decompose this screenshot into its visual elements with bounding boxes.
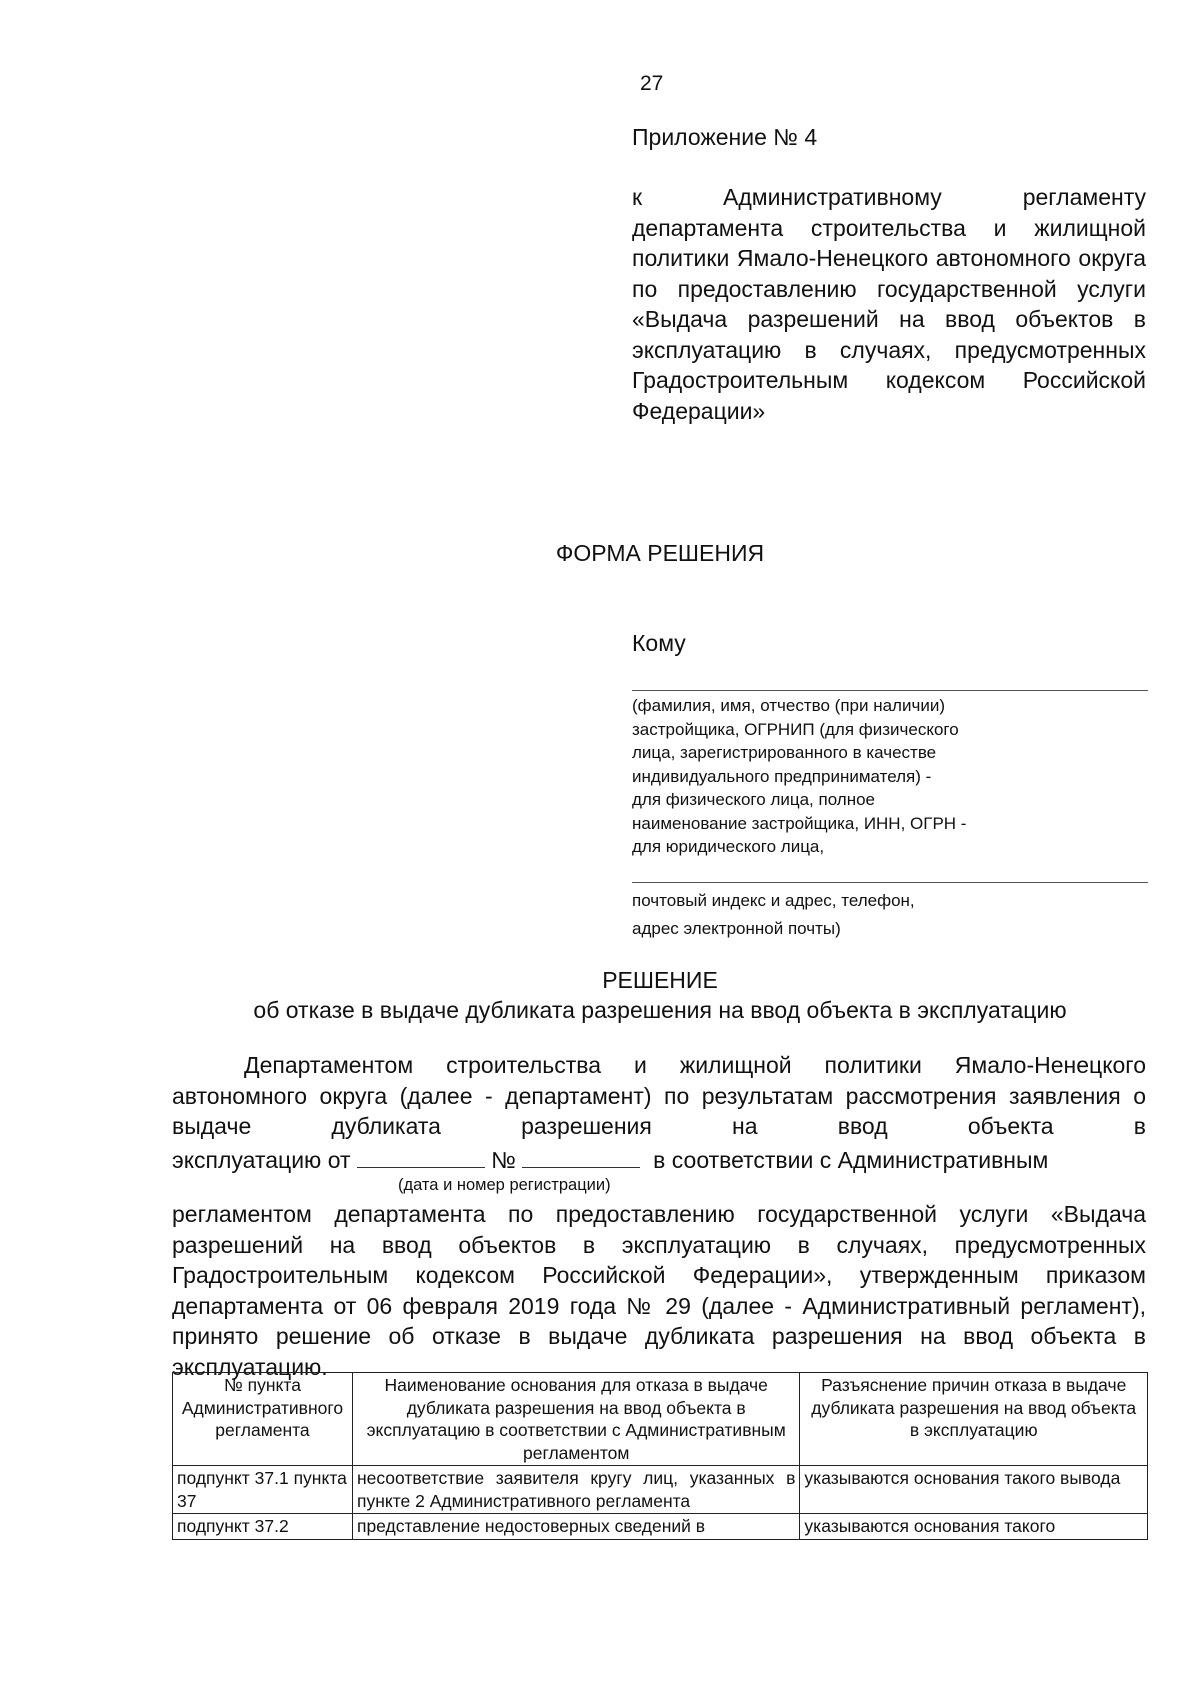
- registration-line: [172, 1147, 1146, 1174]
- cell-ground: несоответствие заявителя кругу лиц, указанных в пункте 2 Административного регламента: [352, 1466, 799, 1514]
- registration-note: (дата и номер регистрации): [398, 1176, 611, 1194]
- recipient-note-line: индивидуального предпринимателя) -: [632, 766, 932, 786]
- number-sign: №: [491, 1147, 516, 1173]
- cell-explanation: указываются основания такого вывода: [800, 1466, 1148, 1514]
- page-number: 27: [640, 72, 664, 95]
- recipient-note-line: (фамилия, имя, отчество (при наличии): [632, 696, 945, 715]
- header-refusal-ground: Наименование основания для отказа в выдаче дубликата разрешения на ввод объекта в эксплуатацию в соответствии с Административным регламентом: [352, 1373, 799, 1466]
- appendix-title: Приложение № 4: [632, 124, 818, 150]
- appendix-subtitle: к Административному регламенту департамента строительства и жилищной политики Ямало-Ненецкого автономного округа по предоставлению государственной услуги «Выдача разрешений на ввод объектов в эксплуатацию в случаях, предусмотренных Градостроительным кодексом Российской Федерации»: [632, 184, 1146, 424]
- decision-paragraph-rest: регламентом департамента по предоставлению государственной услуги «Выдача разрешений на ввод объектов в эксплуатацию в случаях, предусмотренных Градостроительным кодексом Российской Федерации», утвержденным приказом департамента от 06 февраля 2019 года № 29 (далее - Административный регламент), принято решение об отказе в выдаче дубликата разрешения на ввод объекта в эксплуатацию.: [172, 1201, 1146, 1380]
- intro-text: Департаментом строительства и жилищной политики Ямало-Ненецкого автономного округа (далее - департамент) по результатам рассмотрения заявления о выдаче дубликата разрешения на ввод объекта в: [172, 1052, 1146, 1139]
- table-row: [173, 1514, 1148, 1540]
- cell-item: подпункт 37.1 пункта 37: [173, 1466, 353, 1514]
- refusal-grounds-table: [172, 1372, 1148, 1540]
- recipient-name-line: [632, 690, 1148, 691]
- recipient-note: [632, 694, 1052, 859]
- recipient-note-line: застройщика, ОГРНИП (для физического: [632, 719, 959, 739]
- line-prefix: эксплуатацию от: [172, 1147, 351, 1173]
- number-blank: [522, 1147, 640, 1168]
- header-item-number: № пункта Административного регламента: [173, 1373, 353, 1466]
- table-row: [173, 1466, 1148, 1514]
- decision-subtitle: об отказе в выдаче дубликата разрешения на ввод объекта в эксплуатацию: [253, 997, 1067, 1023]
- postal-note-line: почтовый индекс и адрес, телефон,: [632, 891, 915, 910]
- recipient-note-line: наименование застройщика, ИНН, ОГРН -: [632, 813, 967, 833]
- form-title: ФОРМА РЕШЕНИЯ: [555, 540, 765, 566]
- page-bottom-margin: [160, 1567, 1160, 1707]
- decision-title: РЕШЕНИЕ: [602, 967, 718, 993]
- cell-explanation: указываются основания такого: [800, 1514, 1148, 1540]
- recipient-note-line: лица, зарегистрированного в качестве: [632, 743, 937, 762]
- cell-ground: представление недостоверных сведений в: [352, 1514, 799, 1540]
- cell-item: подпункт 37.2: [173, 1514, 353, 1540]
- postal-note-line: адрес электронной почты): [632, 919, 841, 938]
- decision-paragraph-intro: [172, 1050, 1146, 1142]
- recipient-note-line: для юридического лица,: [632, 837, 825, 856]
- postal-note: [632, 887, 1052, 943]
- line-suffix: в соответствии с Административным: [653, 1147, 1049, 1173]
- recipient-label: Кому: [632, 630, 686, 656]
- header-explanation: Разъяснение причин отказа в выдаче дубликата разрешения на ввод объекта в эксплуатацию: [800, 1373, 1148, 1466]
- date-blank: [357, 1147, 485, 1168]
- recipient-note-line: для физического лица, полное: [632, 790, 875, 809]
- recipient-address-line: [632, 882, 1148, 883]
- table-header-row: [173, 1373, 1148, 1466]
